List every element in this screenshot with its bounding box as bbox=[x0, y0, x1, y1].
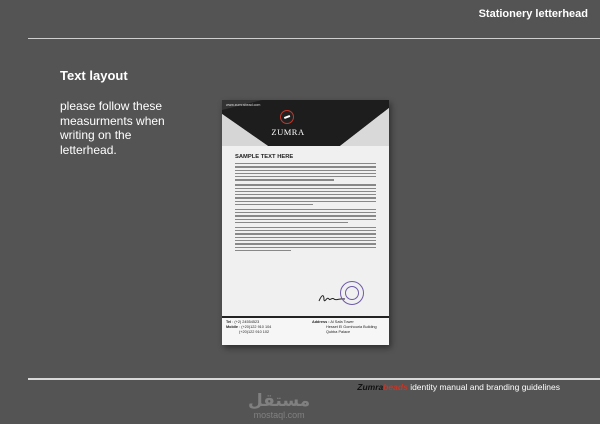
sample-heading: SAMPLE TEXT HERE bbox=[235, 154, 294, 160]
address-label: Address : bbox=[312, 320, 330, 324]
mobile-value-1: : (+20)122 910 104 bbox=[239, 325, 272, 329]
mobile-value-2: (+20)122 910 102 bbox=[239, 330, 270, 334]
tel-value: : (+2) 24554523 bbox=[232, 320, 260, 324]
letterhead-footer bbox=[222, 316, 389, 345]
tel-label: Tel bbox=[226, 320, 232, 324]
top-divider bbox=[28, 38, 600, 39]
body-text-block bbox=[235, 163, 376, 255]
footer-divider bbox=[222, 316, 389, 318]
section-description: please follow these measurments when writing on the letterhead. bbox=[60, 99, 165, 157]
address-line-2: Hesset El Gomhouria Building bbox=[326, 325, 377, 329]
section-title: Text layout bbox=[60, 68, 128, 83]
address-line-1: Al Safa Tower bbox=[330, 320, 354, 324]
footer-brand-part-1: Zumra bbox=[357, 382, 384, 392]
section-name: Stationery letterhead bbox=[478, 8, 588, 20]
website-text: www.zumrabead.com bbox=[226, 103, 261, 107]
footer-caption bbox=[357, 382, 560, 392]
watermark bbox=[248, 392, 310, 420]
paragraph bbox=[235, 163, 376, 181]
footer-text: identity manual and branding guidelines bbox=[410, 382, 560, 392]
paragraph bbox=[235, 227, 376, 251]
address-line-3: Qubba Palace bbox=[326, 330, 351, 334]
watermark-arabic: مستقل bbox=[248, 391, 311, 411]
bottom-divider bbox=[28, 378, 600, 380]
watermark-latin: mostaql.com bbox=[253, 410, 305, 420]
mobile-label: Mobile bbox=[226, 325, 239, 329]
letterhead-preview bbox=[222, 100, 389, 345]
logo-icon bbox=[280, 110, 294, 124]
paragraph bbox=[235, 209, 376, 223]
stamp-icon bbox=[340, 281, 364, 305]
footer-brand-part-2: beads bbox=[383, 382, 408, 392]
brand-logo-text: ZUMRA bbox=[271, 127, 305, 137]
paragraph bbox=[235, 184, 376, 205]
